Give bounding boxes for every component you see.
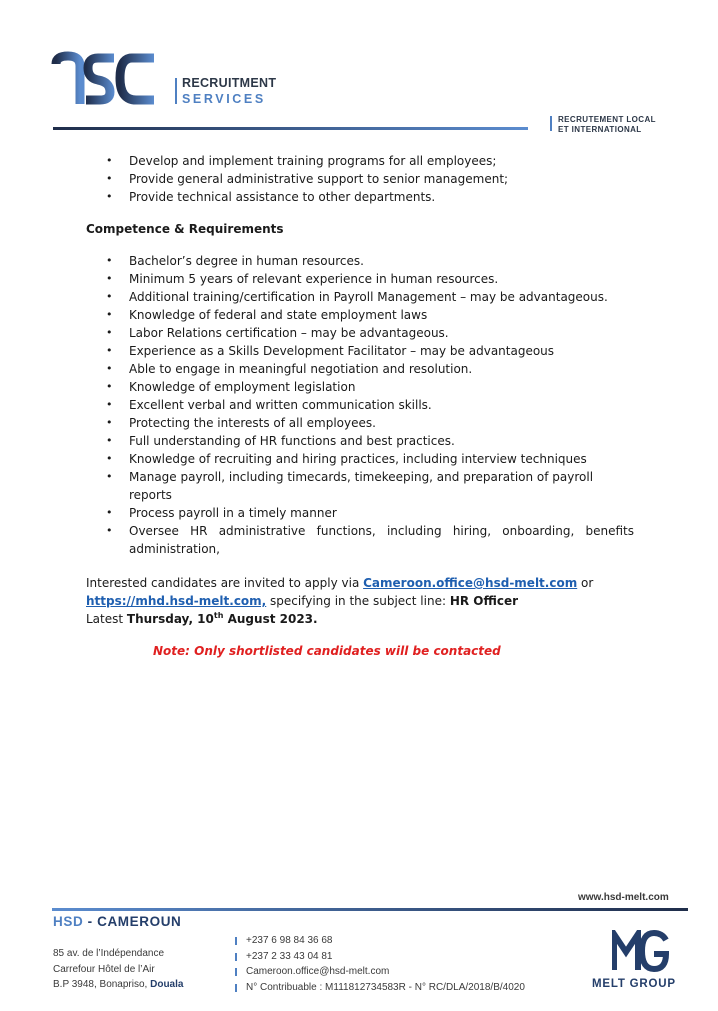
list-item: • Excellent verbal and written communication skills. xyxy=(86,396,634,414)
address-line: B.P 3948, Bonapriso, xyxy=(53,979,151,990)
list-item: • Process payroll in a timely manner xyxy=(86,504,634,522)
list-item: • Minimum 5 years of relevant experience in human resources. xyxy=(86,270,634,288)
address-city: Douala xyxy=(150,979,184,990)
recruitment-divider xyxy=(175,78,177,104)
apply-or: or xyxy=(577,576,594,590)
duties-list xyxy=(86,152,634,206)
melt-group-name: MELT GROUP xyxy=(592,978,676,990)
apply-email-link[interactable]: Cameroon.office@hsd-melt.com xyxy=(363,576,578,590)
list-item: • Knowledge of recruiting and hiring practices, including interview techniques xyxy=(86,450,634,468)
list-item: • Knowledge of employment legislation xyxy=(86,378,634,396)
job-content xyxy=(86,152,634,660)
list-item: • Provide general administrative support to senior management; xyxy=(86,170,634,188)
services-label: SERVICES xyxy=(182,92,266,106)
apply-intro: Interested candidates are invited to apply via xyxy=(86,576,364,590)
tagline-divider xyxy=(550,116,552,131)
hsd-logo xyxy=(50,28,162,106)
requirements-list xyxy=(86,252,634,558)
apply-deadline xyxy=(127,612,318,626)
contact-info xyxy=(235,933,525,995)
apply-subject: HR Officer xyxy=(449,594,519,608)
company-address xyxy=(53,946,183,993)
requirements-heading: Competence & Requirements xyxy=(86,222,284,236)
list-item: • Knowledge of federal and state employment laws xyxy=(86,306,634,324)
company-prefix: HSD xyxy=(53,914,84,929)
phone-1: +237 6 98 84 36 68 xyxy=(235,933,525,949)
deadline-rest: August 2023. xyxy=(223,612,318,626)
website-link[interactable]: www.hsd-melt.com xyxy=(578,892,669,903)
tagline xyxy=(558,115,656,134)
header-rule xyxy=(53,127,528,130)
recruitment-label: RECRUITMENT xyxy=(182,76,277,90)
list-item: • Develop and implement training programs for all employees; xyxy=(86,152,634,170)
registration-number: N° Contribuable : M111812734583R - N° RC/DLA/2018/B/4020 xyxy=(235,980,525,996)
list-item: • Protecting the interests of all employees. xyxy=(86,414,634,432)
list-item: • Manage payroll, including timecards, timekeeping, and preparation of payroll reports xyxy=(86,468,634,504)
tagline-line2: ET INTERNATIONAL xyxy=(558,124,642,134)
shortlist-note: Note: Only shortlisted candidates will be contacted xyxy=(153,644,501,658)
list-item: • Bachelor’s degree in human resources. xyxy=(86,252,634,270)
application-instructions xyxy=(86,574,634,628)
list-item: • Experience as a Skills Development Facilitator – may be advantageous xyxy=(86,342,634,360)
deadline-suffix: th xyxy=(213,611,224,620)
deadline-day: Thursday, 10 xyxy=(126,612,214,626)
address-line: 85 av. de l’Indépendance xyxy=(53,948,165,959)
tagline-line1: RECRUTEMENT LOCAL xyxy=(558,115,656,124)
apply-subject-text: specifying in the subject line: xyxy=(266,594,450,608)
list-item: • Labor Relations certification – may be advantageous. xyxy=(86,324,634,342)
list-item: • Provide technical assistance to other departments. xyxy=(86,188,634,206)
footer-email[interactable]: Cameroon.office@hsd-melt.com xyxy=(235,964,525,980)
list-item: • Oversee HR administrative functions, including hiring, onboarding, benefits administration, xyxy=(86,522,634,558)
list-item: • Able to engage in meaningful negotiation and resolution. xyxy=(86,360,634,378)
address-line: Carrefour Hôtel de l’Air xyxy=(53,963,155,975)
phone-2: +237 2 33 43 04 81 xyxy=(235,949,525,965)
list-item: • Full understanding of HR functions and best practices. xyxy=(86,432,634,450)
list-item: • Additional training/certification in Payroll Management – may be advantageous. xyxy=(86,288,634,306)
melt-group-logo xyxy=(612,930,670,972)
apply-url-link[interactable]: https://mhd.hsd-melt.com, xyxy=(86,594,267,608)
company-name xyxy=(53,914,181,929)
company-suffix: - CAMEROUN xyxy=(83,914,182,929)
apply-latest: Latest xyxy=(86,612,127,626)
footer-rule xyxy=(52,908,688,911)
